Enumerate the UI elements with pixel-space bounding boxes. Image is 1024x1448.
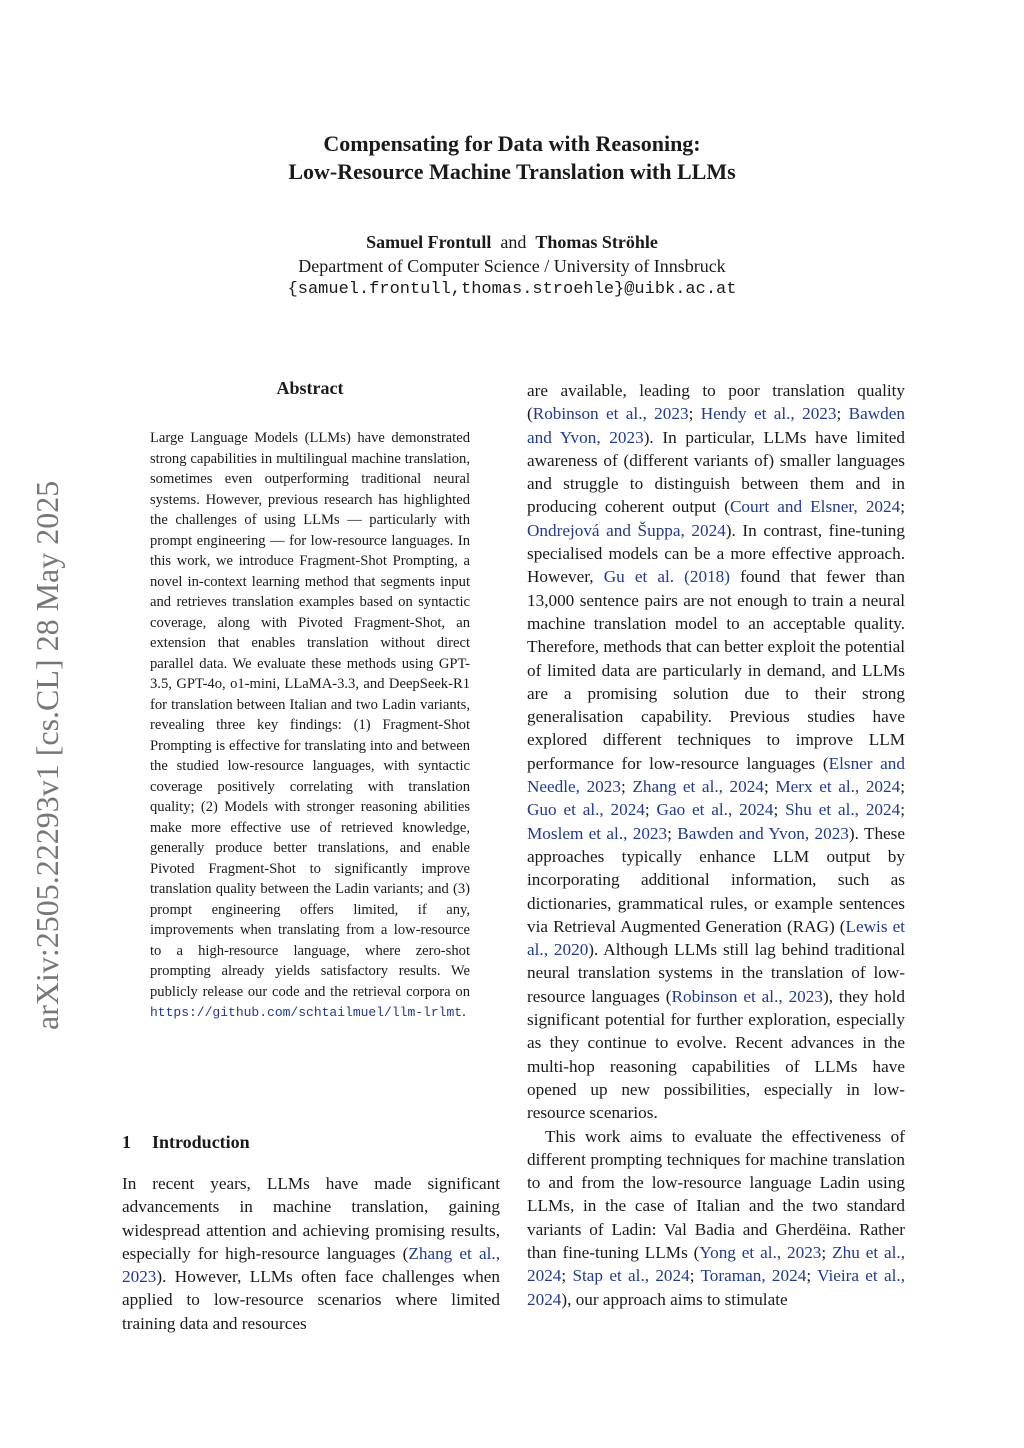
citation-link[interactable]: Robinson et al., 2023	[671, 986, 823, 1006]
paper-title	[0, 130, 1024, 186]
citation-separator: ;	[644, 800, 657, 820]
code-link[interactable]: https://github.com/schtailmuel/llm-lrlmt	[150, 1005, 463, 1020]
citation-separator: ;	[900, 777, 905, 797]
citation-link[interactable]: Toraman, 2024	[700, 1266, 807, 1286]
citation-link[interactable]: Moslem et al., 2023	[527, 823, 668, 843]
citation-link[interactable]: Ondrejová and Šuppa, 2024	[527, 520, 726, 540]
citation-link[interactable]: Zhang et al., 2023	[122, 1243, 500, 1287]
intro-text: In recent years, LLMs have made significant advancements in machine translation, gaining widespread attention and achieving promising results, especially for high-resource languages (	[122, 1174, 500, 1263]
citation-link[interactable]: Elsner and Needle, 2023	[527, 753, 905, 797]
citation-link[interactable]: Shu et al., 2024	[785, 800, 901, 820]
citation-link[interactable]: Gao et al., 2024	[656, 800, 774, 820]
citation-link[interactable]: Guo et al., 2024	[527, 800, 645, 820]
body-text: found that fewer than 13,000 sentence pairs are not enough to train a neural machine translation model to an acceptable quality. Therefore, methods that can better exploit the potential of limited data are particularly in demand, and LLMs are a promising solution due to their strong generalisation capability. Previous studies have explored different techniques to improve LLM performance for low-resource languages (	[527, 567, 905, 773]
body-text: ). Although LLMs still lag behind traditional neural translation systems in the translation of low-resource languages (	[527, 940, 905, 1006]
citation-separator: ;	[773, 800, 786, 820]
intro-paragraph-right-1	[527, 379, 905, 1125]
author-email: {samuel.frontull,thomas.stroehle}@uibk.ac.at	[287, 280, 737, 299]
abstract-heading: Abstract	[276, 378, 344, 398]
citation-separator: ;	[900, 497, 905, 517]
citation-link[interactable]: Merx et al., 2024	[775, 777, 901, 797]
body-text: ), they hold significant potential for further exploration, especially as they continue to evolve. Recent advances in the multi-hop reasoning capabilities of LLMs have opened up new possibilities, especially in low-resource scenarios.	[527, 986, 905, 1123]
citation-link[interactable]: Court and Elsner, 2024	[729, 497, 901, 517]
citation-separator: ;	[806, 1266, 818, 1286]
intro-paragraph-right-2	[527, 1125, 905, 1311]
citation-separator: ;	[561, 1266, 573, 1286]
abstract-text: Large Language Models (LLMs) have demonstrated strong capabilities in multilingual machine translation, sometimes even outperforming traditional neural systems. However, previous research has highlighted the challenges of using LLMs — particularly with prompt engineering — for low-resource languages. In this work, we introduce Fragment-Shot Prompting, a novel in-context learning method that segments input and retrieves translation examples based on syntactic coverage, along with Pivoted Fragment-Shot, an extension that enables translation without direct parallel data. We evaluate these methods using GPT-3.5, GPT-4o, o1-mini, LLaMA-3.3, and DeepSeek-R1 for translation between Italian and two Ladin variants, revealing three key findings: (1) Fragment-Shot Prompting is effective for translating into and between the studied low-resource languages, with syntactic coverage positively correlating with translation quality; (2) Models with stronger reasoning abilities make more effective use of retrieved knowledge, generally produce better translations, and enable Pivoted Fragment-Shot to significantly improve translation quality between the Ladin variants; and (3) prompt engineering offers limited, if any, improvements when translating from a low-resource to a high-resource language, where zero-shot prompting already yields satisfactory results. We publicly release our code and the retrieval corpora on	[150, 430, 470, 1000]
citation-link[interactable]: Yong et al., 2023	[699, 1242, 822, 1262]
citation-link[interactable]: Bawden and Yvon, 2023	[677, 823, 849, 843]
citation-link[interactable]: Stap et al., 2024	[572, 1266, 690, 1286]
citation-link[interactable]: Zhang et al., 2024	[632, 777, 764, 797]
affiliation: Department of Computer Science / University of Innsbruck	[298, 256, 726, 276]
abstract-body	[150, 428, 470, 1024]
title-line-1: Compensating for Data with Reasoning:	[323, 131, 701, 156]
title-line-2: Low-Resource Machine Translation with LLMs	[288, 159, 736, 184]
citation-link[interactable]: Vieira et al., 2024	[527, 1266, 906, 1309]
citation-link[interactable]: Robinson et al., 2023	[532, 404, 689, 424]
intro-text: ). However, LLMs often face challenges when applied to low-resource scenarios where limited training data and resources	[122, 1267, 500, 1333]
citation-separator: ;	[821, 1242, 833, 1262]
abstract-end: .	[462, 1004, 466, 1020]
citation-separator: ;	[620, 777, 633, 797]
citation-separator: ;	[763, 777, 776, 797]
intro-paragraph-left	[122, 1172, 500, 1335]
citation-link[interactable]: Hendy et al., 2023	[700, 404, 837, 424]
body-text: ). These approaches typically enhance LLM output by incorporating additional information, such as dictionaries, grammatical rules, or example sentences via Retrieval Augmented Generation (RAG) (	[527, 823, 905, 936]
author-line	[0, 230, 1024, 254]
body-text: are available, leading to poor translation quality (	[527, 381, 905, 424]
author-block	[0, 230, 1024, 302]
body-text: ). In contrast, fine-tuning specialised models can be a more effective approach. However,	[527, 520, 905, 587]
citation-link[interactable]: Lewis et al., 2020	[527, 916, 905, 960]
citation-link[interactable]: Gu et al. (2018)	[603, 567, 730, 587]
right-column	[527, 379, 905, 1311]
author-and: and	[500, 232, 527, 252]
body-text: ), our approach aims to stimulate	[561, 1289, 788, 1309]
author-1: Samuel Frontull	[366, 232, 492, 252]
citation-separator: ;	[836, 404, 849, 424]
citation-separator: ;	[667, 823, 678, 843]
citation-separator: ;	[689, 1266, 701, 1286]
section-heading-introduction	[122, 1132, 502, 1153]
citation-link[interactable]: Bawden and Yvon, 2023	[527, 404, 905, 447]
section-number: 1	[122, 1132, 131, 1152]
citation-separator: ;	[900, 800, 905, 820]
body-text: This work aims to evaluate the effectiveness of different prompting techniques for machine translation to and from the low-resource language Ladin using LLMs, in the case of Italian and the two standard variants of Ladin: Val Badia and Gherdëina. Rather than fine-tuning LLMs (	[527, 1126, 905, 1262]
body-text: ). In particular, LLMs have limited awareness of (different variants of) smaller languages and struggle to distinguish between them and in producing coherent output (	[527, 427, 905, 517]
citation-link[interactable]: Zhu et al., 2024	[527, 1242, 906, 1286]
arxiv-side-label: arXiv:2505.22293v1 [cs.CL] 28 May 2025	[29, 480, 65, 1030]
author-2: Thomas Ströhle	[535, 232, 658, 252]
citation-separator: ;	[688, 404, 701, 424]
section-title: Introduction	[152, 1132, 250, 1152]
